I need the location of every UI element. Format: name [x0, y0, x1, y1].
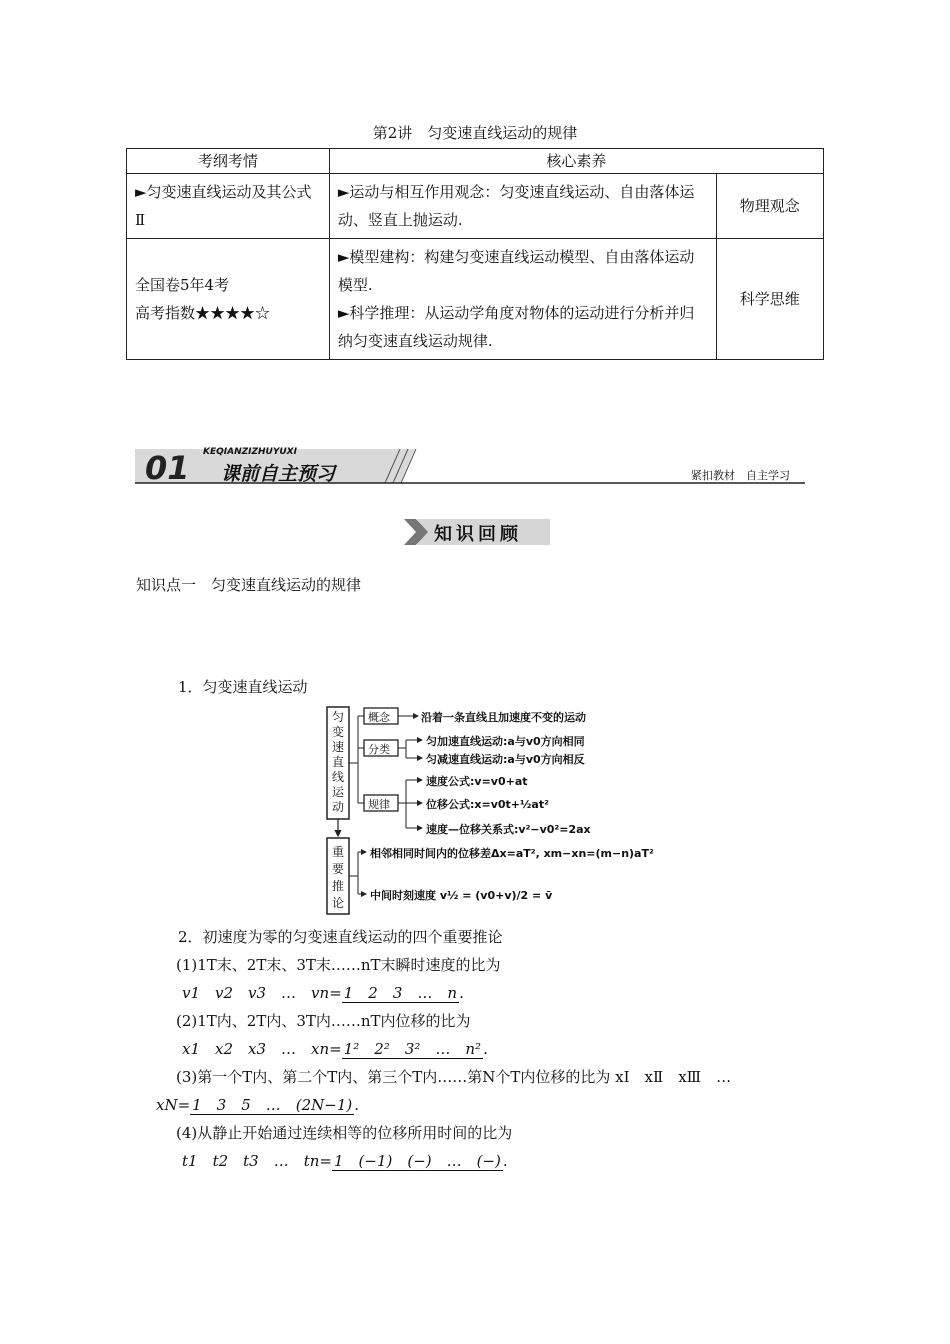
inference-p4: (4)从静止开始通过连续相等的位移所用时间的比为 — [176, 1124, 513, 1142]
concept-diagram — [326, 706, 686, 916]
banner-right-text: 紧扣教材 自主学习 — [691, 469, 790, 482]
decel-text: 匀减速直线运动:a与v0方向相反 — [426, 753, 585, 766]
banner-number: 01 — [145, 449, 190, 487]
knowledge-point-title: 知识点一 匀变速直线运动的规律 — [136, 576, 362, 594]
cell-core-2 — [329, 239, 716, 360]
inference-p1: (1)1T末、2T末、3T末……nT末瞬时速度的比为 — [176, 956, 501, 974]
banner-title: 课前自主预习 — [221, 463, 336, 485]
inference-p1-formula: v1 v2 v3 … vn= 1 2 3 … n . — [182, 984, 464, 1002]
accel-text: 匀加速直线运动:a与v0方向相同 — [426, 735, 585, 748]
inference-2: 中间时刻速度 v½ = (v0+v)/2 = v̄ — [370, 889, 553, 902]
knowledge-review-header — [404, 517, 550, 547]
inference-1: 相邻相同时间内的位移差Δx=aT², xm−xn=(m−n)aT² — [370, 847, 654, 860]
relation-formula: 速度—位移关系式:v²−v0²=2ax — [426, 823, 591, 836]
speed-formula: 速度公式:v=v0+at — [426, 775, 528, 788]
concept-text: 沿着一条直线且加速度不变的运动 — [421, 711, 586, 724]
header-core: 核心素养 — [329, 149, 823, 174]
p3-answer: 1 3 5 … (2N−1) — [192, 1096, 353, 1114]
inference-p2-formula: x1 x2 x3 … xn= 1² 2² 3² … n² . — [182, 1040, 488, 1058]
exam-index: 高考指数★★★★☆ — [135, 304, 271, 322]
node-concept: 概念 — [368, 711, 390, 724]
outline-table — [126, 148, 824, 360]
inference-p3-formula: xN= 1 3 5 … (2N−1) . — [156, 1096, 360, 1114]
core-reasoning: ►科学推理：从运动学角度对物体的运动进行分析并归纳匀变速直线运动规律. — [337, 304, 695, 350]
item-1: 1．匀变速直线运动 — [178, 678, 308, 696]
banner-pinyin: KEQIANZIZHUYUXI — [203, 447, 297, 457]
diagram-inference: 重 要 推 论 — [331, 845, 344, 910]
inference-p4-formula: t1 t2 t3 … tn= 1 (−1) (−) … (−) . — [182, 1152, 508, 1170]
cell-exam-2 — [127, 239, 330, 360]
inference-p2: (2)1T内、2T内、3T内……nT内位移的比为 — [176, 1012, 471, 1030]
lecture-title: 第2讲 匀变速直线运动的规律 — [372, 124, 578, 142]
cell-category-1: 物理观念 — [716, 174, 823, 239]
node-category: 分类 — [368, 743, 390, 756]
cell-core-1: ►运动与相互作用观念：匀变速直线运动、自由落体运动、竖直上抛运动. — [329, 174, 716, 239]
core-model: ►模型建构：构建匀变速直线运动模型、自由落体运动模型. — [337, 248, 695, 294]
p2-answer: 1² 2² 3² … n² — [343, 1040, 482, 1058]
item-2: 2．初速度为零的匀变速直线运动的四个重要推论 — [178, 928, 503, 946]
p4-answer: 1 (−1) (−) … (−) — [333, 1152, 501, 1170]
inference-p3: (3)第一个T内、第二个T内、第三个T内……第N个T内位移的比为 xⅠ xⅡ xⅢ … — [176, 1068, 732, 1086]
node-law: 规律 — [368, 798, 390, 811]
cell-category-2: 科学思维 — [716, 239, 823, 360]
disp-formula: 位移公式:x=v0t+½at² — [426, 798, 549, 811]
exam-count: 全国卷5年4考 — [135, 276, 230, 294]
header-exam: 考纲考情 — [127, 149, 330, 174]
diagram-root: 匀 变 速 直 线 运 动 — [331, 710, 344, 814]
p1-answer: 1 2 3 … n — [343, 984, 458, 1002]
cell-exam-1: ►匀变速直线运动及其公式Ⅱ — [127, 174, 330, 239]
section-banner — [135, 447, 805, 485]
knowledge-header-text: 知识回顾 — [434, 524, 522, 545]
